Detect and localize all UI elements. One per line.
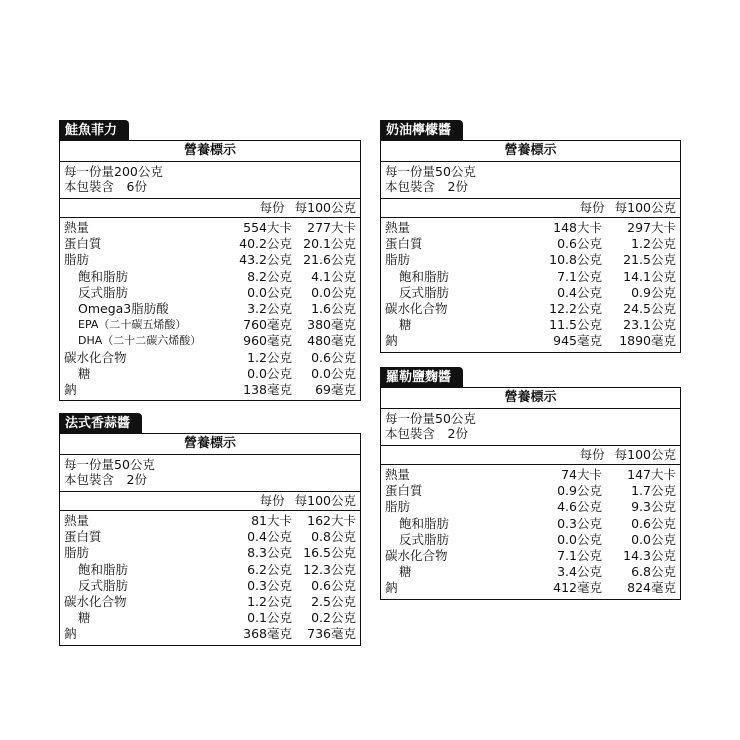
nutrient-row — [64, 220, 356, 236]
value-per-100g: 9.3公克 — [631, 499, 676, 515]
column-header — [60, 492, 360, 511]
nutrient-row — [385, 499, 676, 515]
value-per-100g: 24.5公克 — [623, 300, 676, 316]
serving-info — [381, 409, 680, 446]
nutrient-label: 熱量 — [385, 220, 411, 235]
value-per-100g: 1890毫克 — [619, 333, 676, 349]
value-per-serving: 4.6公克 — [557, 499, 602, 515]
value-per-serving: 138毫克 — [243, 381, 292, 397]
nutrient-label: 糖 — [399, 317, 412, 333]
value-per-100g: 147大卡 — [627, 467, 676, 482]
value-per-100g: 0.6公克 — [311, 577, 356, 593]
value-per-100g: 1.2公克 — [631, 236, 676, 252]
value-per-serving: 3.4公克 — [557, 564, 602, 580]
value-per-serving: 0.0公克 — [247, 365, 292, 381]
value-per-100g: 0.6公克 — [631, 515, 676, 531]
nutrient-row — [385, 301, 676, 317]
nutrient-row — [385, 483, 676, 499]
nutrient-row — [385, 564, 676, 580]
nutrient-row — [64, 610, 356, 626]
value-per-serving: 3.2公克 — [247, 300, 292, 316]
value-per-100g: 69毫克 — [315, 381, 356, 397]
serving-size: 每一份量200公克 — [64, 164, 163, 179]
value-per-100g: 12.3公克 — [303, 561, 356, 577]
nutrient-row — [64, 301, 356, 317]
value-per-100g: 277大卡 — [307, 220, 356, 235]
nutrient-label: DHA（二十二碳六烯酸） — [78, 334, 202, 348]
value-per-100g: 16.5公克 — [303, 545, 356, 561]
nutrient-label: 碳水化合物 — [64, 349, 127, 365]
nutrient-label: 碳水化合物 — [385, 300, 448, 316]
col-per-serving: 每份 — [259, 493, 285, 508]
value-per-100g: 0.0公克 — [311, 365, 356, 381]
value-per-serving: 7.1公克 — [557, 547, 602, 563]
value-per-serving: 0.0公克 — [557, 531, 602, 547]
value-per-serving: 412毫克 — [553, 580, 602, 596]
value-per-100g: 1.7公克 — [631, 483, 676, 499]
nutrition-box — [380, 387, 681, 600]
nutrient-row — [385, 467, 676, 483]
nutrient-label: 糖 — [78, 610, 91, 626]
value-per-serving: 148大卡 — [553, 220, 602, 235]
nutrient-row — [64, 529, 356, 545]
value-per-serving: 760毫克 — [243, 317, 292, 333]
panel-tag: 鮭魚菲力 — [59, 120, 129, 142]
nutrient-row — [64, 594, 356, 610]
value-per-serving: 0.4公克 — [247, 529, 292, 545]
nutrient-label: 飽和脂肪 — [78, 561, 129, 577]
value-per-100g: 0.8公克 — [311, 529, 356, 545]
nutrition-box — [59, 433, 361, 646]
nutrient-row — [64, 350, 356, 366]
nutrient-row — [64, 513, 356, 529]
nutrient-row — [64, 626, 356, 642]
nutrient-label: 飽和脂肪 — [78, 268, 129, 284]
nutrient-label: 碳水化合物 — [64, 593, 127, 609]
value-per-100g: 297大卡 — [627, 220, 676, 235]
nutrition-title: 營養標示 — [60, 434, 360, 455]
nutrient-row — [64, 285, 356, 301]
value-per-100g: 2.5公克 — [311, 593, 356, 609]
nutrient-label: 反式脂肪 — [399, 284, 450, 300]
value-per-serving: 0.9公克 — [557, 483, 602, 499]
value-per-100g: 21.5公克 — [623, 252, 676, 268]
nutrient-rows — [381, 465, 680, 599]
col-per-serving: 每份 — [579, 200, 605, 215]
serving-size: 每一份量50公克 — [64, 457, 155, 472]
serving-size: 每一份量50公克 — [385, 164, 476, 179]
nutrient-row — [64, 366, 356, 382]
nutrient-label: 鈉 — [385, 580, 398, 596]
servings-per-pack: 本包裝含 6份 — [64, 179, 147, 194]
nutrient-row — [64, 269, 356, 285]
value-per-100g: 824毫克 — [627, 580, 676, 596]
serving-info — [60, 162, 360, 199]
value-per-serving: 40.2公克 — [239, 236, 292, 252]
value-per-serving: 945毫克 — [553, 333, 602, 349]
value-per-100g: 21.6公克 — [303, 252, 356, 268]
nutrient-label: 蛋白質 — [385, 483, 423, 499]
value-per-100g: 0.0公克 — [631, 531, 676, 547]
nutrition-title: 營養標示 — [381, 388, 680, 409]
nutrient-row — [385, 252, 676, 268]
value-per-serving: 43.2公克 — [239, 252, 292, 268]
nutrient-row — [385, 516, 676, 532]
nutrient-rows — [60, 218, 360, 400]
nutrient-label: 反式脂肪 — [78, 284, 129, 300]
value-per-100g: 23.1公克 — [623, 317, 676, 333]
nutrient-label: 脂肪 — [385, 252, 411, 268]
nutrient-label: 蛋白質 — [64, 529, 102, 545]
value-per-100g: 14.3公克 — [623, 547, 676, 563]
value-per-100g: 1.6公克 — [311, 300, 356, 316]
nutrient-label: 脂肪 — [385, 499, 411, 515]
nutrient-label: 熱量 — [385, 467, 411, 482]
nutrient-label: 蛋白質 — [385, 236, 423, 252]
value-per-serving: 0.6公克 — [557, 236, 602, 252]
serving-info — [60, 455, 360, 492]
nutrient-row — [385, 269, 676, 285]
value-per-serving: 0.3公克 — [557, 515, 602, 531]
nutrient-label: 蛋白質 — [64, 236, 102, 252]
nutrient-row — [64, 578, 356, 594]
servings-per-pack: 本包裝含 2份 — [64, 472, 147, 487]
value-per-serving: 0.0公克 — [247, 284, 292, 300]
value-per-serving: 6.2公克 — [247, 561, 292, 577]
nutrient-row — [385, 580, 676, 596]
nutrient-row — [385, 333, 676, 349]
value-per-serving: 0.1公克 — [247, 610, 292, 626]
nutrient-row — [385, 236, 676, 252]
column-header — [60, 199, 360, 218]
column-header — [381, 199, 680, 218]
value-per-100g: 380毫克 — [307, 317, 356, 333]
col-per-100g: 每100公克 — [614, 200, 676, 215]
value-per-serving: 81大卡 — [251, 513, 292, 528]
nutrient-label: 糖 — [399, 564, 412, 580]
nutrient-label: 鈉 — [64, 381, 77, 397]
value-per-serving: 12.2公克 — [549, 300, 602, 316]
value-per-serving: 368毫克 — [243, 626, 292, 642]
nutrient-row — [64, 236, 356, 252]
nutrient-label: 碳水化合物 — [385, 547, 448, 563]
value-per-serving: 0.3公克 — [247, 577, 292, 593]
serving-info — [381, 162, 680, 199]
panel-tag: 羅勒鹽麴醬 — [380, 367, 463, 389]
value-per-serving: 960毫克 — [243, 333, 292, 349]
nutrient-label: 反式脂肪 — [399, 531, 450, 547]
value-per-100g: 0.0公克 — [311, 284, 356, 300]
column-header — [381, 446, 680, 465]
col-per-100g: 每100公克 — [294, 200, 356, 215]
col-per-serving: 每份 — [259, 200, 285, 215]
value-per-100g: 14.1公克 — [623, 268, 676, 284]
value-per-serving: 74大卡 — [561, 467, 602, 482]
value-per-100g: 0.2公克 — [311, 610, 356, 626]
nutrient-label: 鈉 — [64, 626, 77, 642]
value-per-serving: 0.4公克 — [557, 284, 602, 300]
nutrient-label: 鈉 — [385, 333, 398, 349]
nutrient-row — [64, 252, 356, 268]
value-per-serving: 10.8公克 — [549, 252, 602, 268]
value-per-serving: 1.2公克 — [247, 349, 292, 365]
nutrient-label: 糖 — [78, 365, 91, 381]
value-per-serving: 8.2公克 — [247, 268, 292, 284]
nutrient-label: 飽和脂肪 — [399, 268, 450, 284]
nutrient-row — [64, 317, 356, 333]
nutrient-row — [64, 562, 356, 578]
panel-tag: 法式香蒜醬 — [59, 413, 142, 435]
nutrition-box — [380, 140, 681, 353]
nutrient-rows — [381, 218, 680, 352]
nutrient-label: 反式脂肪 — [78, 577, 129, 593]
value-per-100g: 4.1公克 — [311, 268, 356, 284]
value-per-serving: 11.5公克 — [549, 317, 602, 333]
nutrient-row — [64, 333, 356, 349]
value-per-serving: 8.3公克 — [247, 545, 292, 561]
nutrient-label: 脂肪 — [64, 545, 90, 561]
col-per-100g: 每100公克 — [614, 447, 676, 462]
nutrient-label: 脂肪 — [64, 252, 90, 268]
col-per-100g: 每100公克 — [294, 493, 356, 508]
nutrient-label: 熱量 — [64, 220, 90, 235]
nutrition-title: 營養標示 — [381, 141, 680, 162]
value-per-100g: 0.9公克 — [631, 284, 676, 300]
value-per-100g: 6.8公克 — [631, 564, 676, 580]
nutrient-label: Omega3脂肪酸 — [78, 300, 169, 316]
serving-size: 每一份量50公克 — [385, 411, 476, 426]
nutrient-row — [385, 317, 676, 333]
nutrient-row — [64, 545, 356, 561]
col-per-serving: 每份 — [579, 447, 605, 462]
nutrient-rows — [60, 511, 360, 645]
nutrient-row — [385, 532, 676, 548]
value-per-100g: 480毫克 — [307, 333, 356, 349]
nutrient-row — [64, 382, 356, 398]
nutrient-row — [385, 548, 676, 564]
nutrient-label: 熱量 — [64, 513, 90, 528]
nutrition-title: 營養標示 — [60, 141, 360, 162]
value-per-100g: 20.1公克 — [303, 236, 356, 252]
value-per-serving: 554大卡 — [243, 220, 292, 235]
nutrition-box — [59, 140, 361, 401]
servings-per-pack: 本包裝含 2份 — [385, 426, 468, 441]
value-per-serving: 1.2公克 — [247, 593, 292, 609]
value-per-serving: 7.1公克 — [557, 268, 602, 284]
nutrient-row — [385, 285, 676, 301]
value-per-100g: 736毫克 — [307, 626, 356, 642]
servings-per-pack: 本包裝含 2份 — [385, 179, 468, 194]
panel-tag: 奶油檸檬醬 — [380, 120, 463, 142]
nutrient-label: 飽和脂肪 — [399, 515, 450, 531]
nutrient-row — [385, 220, 676, 236]
value-per-100g: 0.6公克 — [311, 349, 356, 365]
nutrient-label: EPA（二十碳五烯酸） — [78, 318, 187, 332]
value-per-100g: 162大卡 — [307, 513, 356, 528]
